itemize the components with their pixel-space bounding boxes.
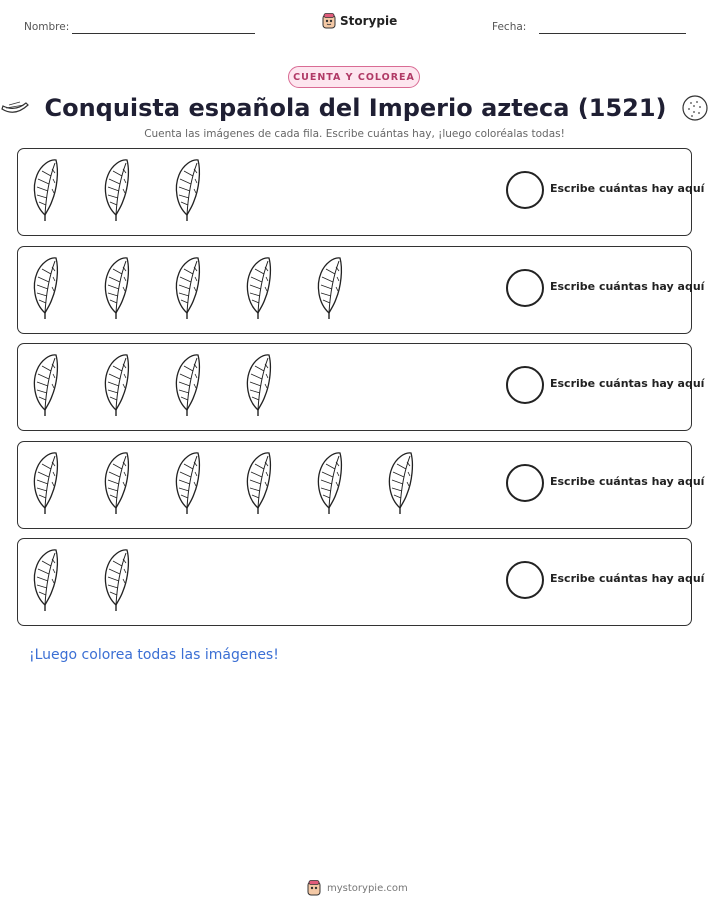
answer-label: Escribe cuántas hay aquí bbox=[550, 377, 705, 390]
sun-stone-icon bbox=[681, 94, 709, 122]
counting-row bbox=[17, 148, 705, 236]
storypie-mascot-icon bbox=[322, 13, 336, 29]
feather-icon[interactable] bbox=[241, 450, 275, 518]
feather-icon[interactable] bbox=[99, 157, 133, 225]
answer-label: Escribe cuántas hay aquí bbox=[550, 182, 705, 195]
counting-row bbox=[17, 538, 705, 626]
feather-icon[interactable] bbox=[99, 255, 133, 323]
feather-icon[interactable] bbox=[312, 255, 346, 323]
feather-icon[interactable] bbox=[28, 352, 62, 420]
page-title: Conquista española del Imperio azteca (1521) bbox=[44, 94, 667, 122]
date-label: Fecha: bbox=[492, 21, 527, 33]
feather-icon[interactable] bbox=[99, 352, 133, 420]
storypie-mascot-icon bbox=[307, 880, 321, 896]
feather-icon[interactable] bbox=[28, 547, 62, 615]
feather-icon[interactable] bbox=[312, 450, 346, 518]
brand-logo bbox=[322, 13, 397, 29]
feather-icon[interactable] bbox=[383, 450, 417, 518]
feather-icon[interactable] bbox=[241, 255, 275, 323]
counting-row bbox=[17, 441, 705, 529]
feather-icon[interactable] bbox=[28, 157, 62, 225]
answer-circle[interactable] bbox=[506, 561, 544, 599]
answer-label: Escribe cuántas hay aquí bbox=[550, 474, 705, 488]
feather-icon[interactable] bbox=[28, 450, 62, 518]
answer-label: Escribe cuántas hay aquí bbox=[550, 572, 705, 585]
footer-url: mystorypie.com bbox=[327, 882, 408, 894]
canoe-icon bbox=[0, 97, 30, 119]
footer-note: ¡Luego colorea todas las imágenes! bbox=[29, 647, 279, 663]
counting-row bbox=[17, 246, 705, 334]
title-row bbox=[0, 90, 709, 126]
brand-name: Storypie bbox=[340, 14, 398, 28]
feather-icon[interactable] bbox=[28, 255, 62, 323]
feather-icon[interactable] bbox=[170, 255, 204, 323]
counting-row bbox=[17, 343, 705, 431]
answer-circle[interactable] bbox=[506, 464, 544, 502]
feather-icon[interactable] bbox=[170, 450, 204, 518]
name-label: Nombre: bbox=[24, 21, 70, 33]
activity-badge: CUENTA Y COLOREA bbox=[288, 66, 420, 88]
answer-circle[interactable] bbox=[506, 366, 544, 404]
date-field[interactable] bbox=[539, 33, 686, 34]
feather-icon[interactable] bbox=[170, 352, 204, 420]
answer-circle[interactable] bbox=[506, 171, 544, 209]
instructions: Cuenta las imágenes de cada fila. Escribe cuántas hay, ¡luego coloréalas todas! bbox=[144, 128, 565, 140]
name-field[interactable] bbox=[72, 33, 255, 34]
footer-brand bbox=[307, 880, 408, 896]
answer-label: Escribe cuántas hay aquí bbox=[550, 279, 705, 293]
feather-icon[interactable] bbox=[99, 547, 133, 615]
answer-circle[interactable] bbox=[506, 269, 544, 307]
feather-icon[interactable] bbox=[99, 450, 133, 518]
feather-icon[interactable] bbox=[170, 157, 204, 225]
feather-icon[interactable] bbox=[241, 352, 275, 420]
